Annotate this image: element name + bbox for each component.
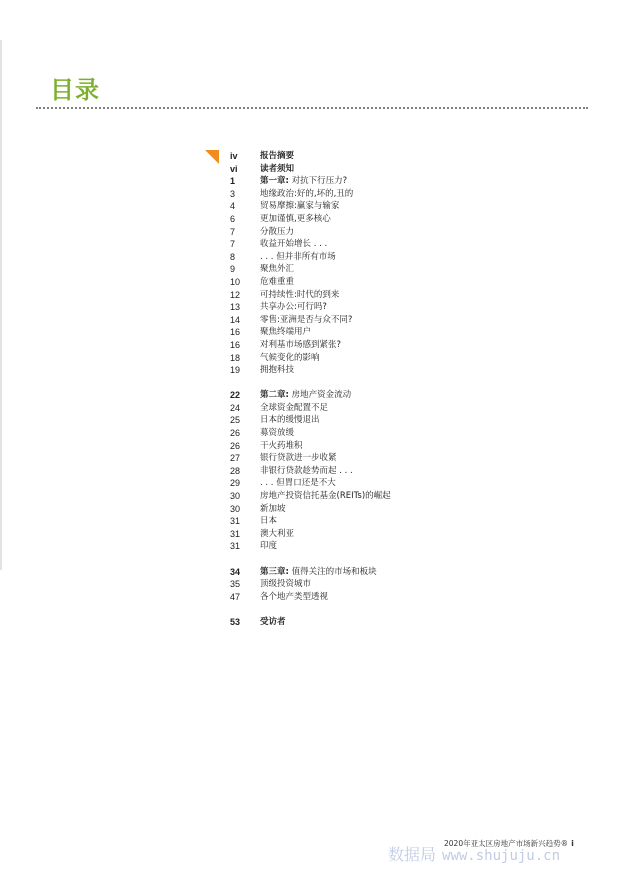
toc-page-number: 8 [230, 251, 236, 262]
toc-entry-text: 各个地产类型透视 [260, 591, 329, 602]
toc-page-number: 9 [230, 264, 236, 275]
toc-entry[interactable] [230, 490, 560, 503]
toc-entry-text: 房地产投资信托基金(REITs)的崛起 [260, 491, 391, 502]
toc-chapter-heading[interactable] [230, 566, 560, 579]
toc-page-number: 7 [230, 226, 236, 237]
toc-entry[interactable] [230, 314, 560, 327]
toc-entry-text: 日本的缓慢退出 [260, 415, 320, 426]
toc-page-number: 18 [230, 352, 241, 363]
toc-page-number: 26 [230, 428, 241, 439]
toc-page-number: 7 [230, 239, 236, 250]
toc-page-number: 34 [230, 566, 241, 577]
toc-entry-text: 收益开始增长 . . . [260, 239, 328, 250]
toc-entry[interactable] [230, 528, 560, 541]
toc-entry[interactable] [230, 591, 560, 604]
toc-entry-text: 报告摘要 [260, 151, 295, 161]
toc-entry[interactable] [230, 238, 560, 251]
footer-report-title: 2020年亚太区房地产市场新兴趋势® [444, 839, 569, 848]
toc-page-number: 16 [230, 339, 241, 350]
toc-entry-text: 可持续性:时代的到来 [260, 289, 340, 300]
toc-page-number: 29 [230, 478, 241, 489]
toc-entry-text: 共享办公:可行吗? [260, 302, 327, 313]
toc-entry-text: 聚焦外汇 [260, 264, 295, 275]
toc-page-number: 25 [230, 415, 241, 426]
toc-page-number: 31 [230, 541, 241, 552]
toc-entry[interactable] [230, 301, 560, 314]
toc-entry[interactable] [230, 226, 560, 239]
toc-entry[interactable] [230, 251, 560, 264]
toc-entry-text: 气候变化的影响 [260, 352, 320, 363]
watermark-url: www.shujuju.cn [442, 848, 561, 864]
toc-entry[interactable] [230, 289, 560, 302]
toc-entry-text: 干火药堆积 [260, 440, 303, 451]
toc-page-number: 4 [230, 201, 236, 212]
chapter-title: 对抗下行压力? [291, 176, 348, 187]
toc-page-number: 35 [230, 579, 241, 590]
chapter-label: 第三章: [260, 566, 289, 577]
toc-entry[interactable] [230, 263, 560, 276]
toc-page-number: 47 [230, 591, 241, 602]
toc-entry[interactable] [230, 578, 560, 591]
toc-page-number: 3 [230, 188, 236, 199]
toc-page-number: 14 [230, 314, 241, 325]
toc-page-number: 6 [230, 213, 236, 224]
toc-page-number: 31 [230, 528, 241, 539]
chapter-title: 值得关注的市场和板块 [291, 566, 377, 577]
toc-entry-front[interactable] [230, 150, 560, 163]
toc-entry[interactable] [230, 440, 560, 453]
toc-entry-front[interactable] [230, 163, 560, 176]
toc-entry[interactable] [230, 326, 560, 339]
toc-entry[interactable] [230, 200, 560, 213]
toc-entry[interactable] [230, 414, 560, 427]
chapter-label: 第一章: [260, 176, 289, 187]
page-title: 目录 [50, 76, 100, 104]
toc-page-number: 16 [230, 327, 241, 338]
toc-entry-text: 印度 [260, 541, 278, 552]
toc-entry[interactable] [230, 352, 560, 365]
toc-entry-text: 受访者 [260, 616, 286, 627]
toc-entry-text: 读者须知 [260, 163, 295, 174]
toc-page-number: vi [230, 163, 238, 174]
toc-entry-text: 危难重重 [260, 276, 295, 287]
toc-entry-text: 贸易摩擦:赢家与输家 [260, 201, 340, 212]
toc-entry[interactable] [230, 402, 560, 415]
watermark [388, 842, 560, 865]
toc-entry-text: 分散压力 [260, 226, 295, 237]
footer-page-number: i [571, 839, 574, 848]
orange-triangle-icon [205, 150, 219, 164]
toc-entry[interactable] [230, 364, 560, 377]
toc-page-number: iv [230, 151, 238, 161]
toc-entry-text: 日本 [260, 516, 278, 527]
toc-entry[interactable] [230, 477, 560, 490]
toc-page-number: 27 [230, 453, 241, 464]
toc-page-number: 30 [230, 503, 241, 514]
toc-page-number: 24 [230, 402, 241, 413]
toc-entry[interactable] [230, 276, 560, 289]
toc-page-number: 12 [230, 289, 241, 300]
toc-page-number: 26 [230, 440, 241, 451]
toc-entry-text: 对利基市场感到紧张? [260, 339, 342, 350]
toc-entry-text: 地缘政治:好的,坏的,丑的 [260, 188, 354, 199]
toc-page-number: 13 [230, 302, 241, 313]
toc-entry[interactable] [230, 503, 560, 516]
toc-page-number: 1 [230, 176, 236, 187]
toc-entry[interactable] [230, 465, 560, 478]
toc-chapter-heading[interactable] [230, 175, 560, 188]
toc-chapter-heading[interactable] [230, 389, 560, 402]
toc-page-number: 30 [230, 491, 241, 502]
toc-page-number: 10 [230, 276, 241, 287]
toc-page-number: 31 [230, 516, 241, 527]
left-margin-rule [0, 40, 2, 570]
toc-entry-text: 拥抱科技 [260, 365, 295, 376]
chapter-label: 第二章: [260, 390, 289, 401]
toc-entry[interactable] [230, 427, 560, 440]
toc-entry-text: 澳大利亚 [260, 528, 295, 539]
toc-page-number: 19 [230, 365, 241, 376]
watermark-cn: 数据局 [388, 845, 437, 864]
toc-entry[interactable] [230, 188, 560, 201]
toc-page-number: 28 [230, 465, 241, 476]
toc-entry-text: 顶级投资城市 [260, 579, 312, 590]
toc-entry-text: 新加坡 [260, 503, 286, 514]
toc-entry-text: 零售:亚洲是否与众不同? [260, 314, 353, 325]
dotted-divider [36, 107, 588, 109]
toc-page-number: 53 [230, 616, 241, 627]
toc-entry[interactable] [230, 515, 560, 528]
toc-entry-text: 全球资金配置不足 [260, 402, 329, 413]
toc-page-number: 22 [230, 390, 241, 401]
toc-entry[interactable] [230, 540, 560, 553]
toc-entry-text: . . . 但胃口还是不大 [260, 478, 336, 489]
toc-entry[interactable] [230, 339, 560, 352]
chapter-title: 房地产资金流动 [291, 390, 352, 401]
toc-entry-text: 非银行贷款趁势而起 . . . [260, 465, 353, 476]
toc-entry[interactable] [230, 452, 560, 465]
toc-entry-text: 募资放缓 [260, 428, 295, 439]
toc-entry-text: . . . 但并非所有市场 [260, 251, 336, 262]
toc-entry-text: 银行贷款进一步收紧 [260, 453, 337, 464]
toc-entry-end[interactable] [230, 616, 560, 629]
toc-entry-text: 更加谨慎,更多核心 [260, 213, 331, 224]
toc-entry[interactable] [230, 213, 560, 226]
toc-entry-text: 聚焦终端用户 [260, 327, 312, 338]
table-of-contents [230, 150, 560, 629]
